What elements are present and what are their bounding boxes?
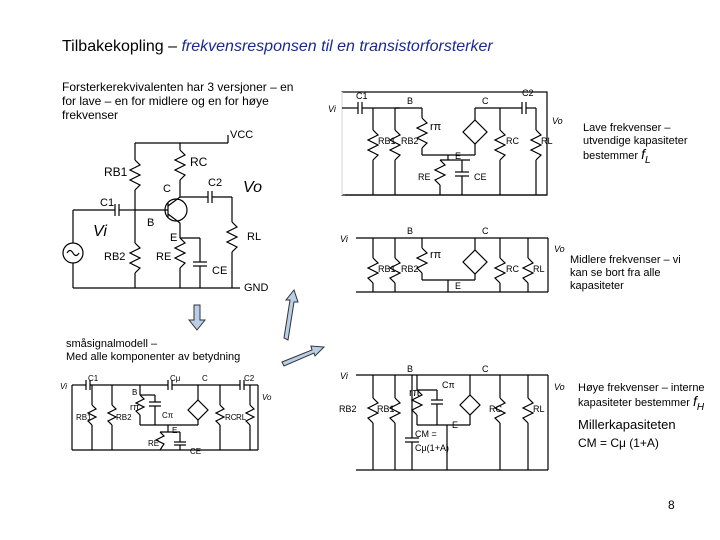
- title-italic: frekvensresponsen til en transistorforsterker: [181, 38, 493, 55]
- full-rb1: RB1: [76, 413, 92, 422]
- amp-rc: RC: [190, 155, 208, 169]
- low-b: B: [407, 96, 414, 106]
- amp-b: B: [147, 217, 155, 229]
- amp-vo: Vo: [243, 179, 262, 196]
- low-c2: C2: [522, 88, 534, 98]
- low-c1: C1: [356, 91, 368, 101]
- mid-b: B: [407, 226, 414, 236]
- mid-e: E: [455, 281, 462, 291]
- small-signal-line2: Med alle komponenter av betydning: [66, 351, 241, 363]
- full-rl: RL: [236, 413, 247, 422]
- high-rb1: RB1: [377, 404, 395, 414]
- low-rl: RL: [541, 136, 553, 146]
- amp-c: C: [163, 183, 171, 195]
- low-vo: Vo: [552, 116, 563, 126]
- mid-rc: RC: [506, 264, 519, 274]
- note-high-f: f: [692, 393, 697, 409]
- mid-vi: Vi: [340, 234, 348, 244]
- amp-c2: C2: [208, 177, 223, 189]
- high-cpi: Cπ: [442, 380, 455, 390]
- amp-c1: C1: [100, 197, 115, 209]
- mid-rpi: rπ: [430, 249, 442, 261]
- high-vo: Vo: [554, 382, 565, 392]
- small-signal-line1: småsignalmodell –: [66, 338, 158, 350]
- high-rl: RL: [533, 404, 545, 414]
- amp-e: E: [170, 232, 178, 244]
- low-vi: Vi: [328, 104, 336, 114]
- note-high-text: Høye frekvenser – interne kapasiteter bestemmer: [578, 382, 705, 409]
- low-rb2: RB2: [401, 136, 419, 146]
- note-low-f: f: [641, 146, 645, 162]
- full-vo: Vo: [262, 393, 272, 402]
- full-cpi: Cπ: [162, 411, 174, 420]
- low-rpi: rπ: [430, 121, 442, 133]
- low-e: E: [455, 151, 462, 161]
- note-mid-frequencies: Midlere frekvenser – vi kan se bort fra alle kapasiteter: [570, 254, 681, 292]
- note-high-sub: H: [696, 401, 705, 413]
- full-e: E: [172, 426, 178, 435]
- low-c: C: [482, 96, 489, 106]
- high-e: E: [452, 420, 459, 430]
- full-rpi: rπ: [130, 402, 140, 412]
- high-cm: CM =: [415, 429, 437, 439]
- amp-rb2: RB2: [104, 251, 126, 263]
- mid-vo: Vo: [554, 244, 565, 254]
- arrow-to-high: [282, 346, 324, 366]
- full-cmu: Cμ: [170, 374, 181, 383]
- amp-ce: CE: [212, 265, 228, 277]
- amp-rb1: RB1: [104, 165, 128, 179]
- page-number: 8: [668, 498, 675, 512]
- full-b: B: [132, 388, 138, 397]
- full-c2: C2: [244, 374, 255, 383]
- amp-vi: Vi: [93, 223, 107, 240]
- mid-rl: RL: [533, 264, 545, 274]
- miller-formula: CM = Cμ (1+A): [578, 435, 659, 450]
- full-rb2: RB2: [116, 413, 132, 422]
- title-plain: Tilbakekopling –: [62, 38, 182, 55]
- full-vi: Vi: [60, 382, 67, 391]
- arrow-up-to-low: [284, 290, 298, 340]
- intro-text: Forsterkerekvivalenten har 3 versjoner – en for lave – en for midlere og en for høye frekvenser: [62, 80, 294, 122]
- mid-rb2: RB2: [401, 264, 419, 274]
- amp-re: RE: [156, 251, 172, 263]
- full-ce: CE: [190, 447, 202, 456]
- full-c: C: [202, 374, 208, 383]
- mid-rb1: RB1: [378, 264, 396, 274]
- arrows: [189, 290, 324, 366]
- high-vi: Vi: [340, 371, 348, 381]
- amp-rl: RL: [247, 231, 262, 243]
- full-c1: C1: [88, 374, 99, 383]
- full-re: RE: [148, 439, 160, 448]
- arrow-down: [189, 305, 205, 330]
- low-ce: CE: [474, 172, 487, 182]
- high-c: C: [482, 364, 489, 374]
- low-rc: RC: [506, 136, 519, 146]
- high-rb2: RB2: [339, 404, 357, 414]
- full-rc: RC: [225, 413, 237, 422]
- note-low-text: Lave frekvenser – utvendige kapasiteter bestemmer: [583, 122, 688, 162]
- low-re: RE: [418, 172, 431, 182]
- high-rc: RC: [489, 404, 502, 414]
- amp-gnd: GND: [244, 282, 269, 294]
- mid-c: C: [482, 226, 489, 236]
- amp-vcc: VCC: [230, 129, 254, 141]
- low-rb1: RB1: [378, 136, 396, 146]
- high-b: B: [407, 364, 414, 374]
- note-low-sub: L: [644, 154, 651, 166]
- high-cmu: Cμ(1+A): [415, 443, 449, 453]
- miller-label: Millerkapasiteten: [578, 416, 676, 432]
- high-rpi: rπ: [409, 387, 421, 399]
